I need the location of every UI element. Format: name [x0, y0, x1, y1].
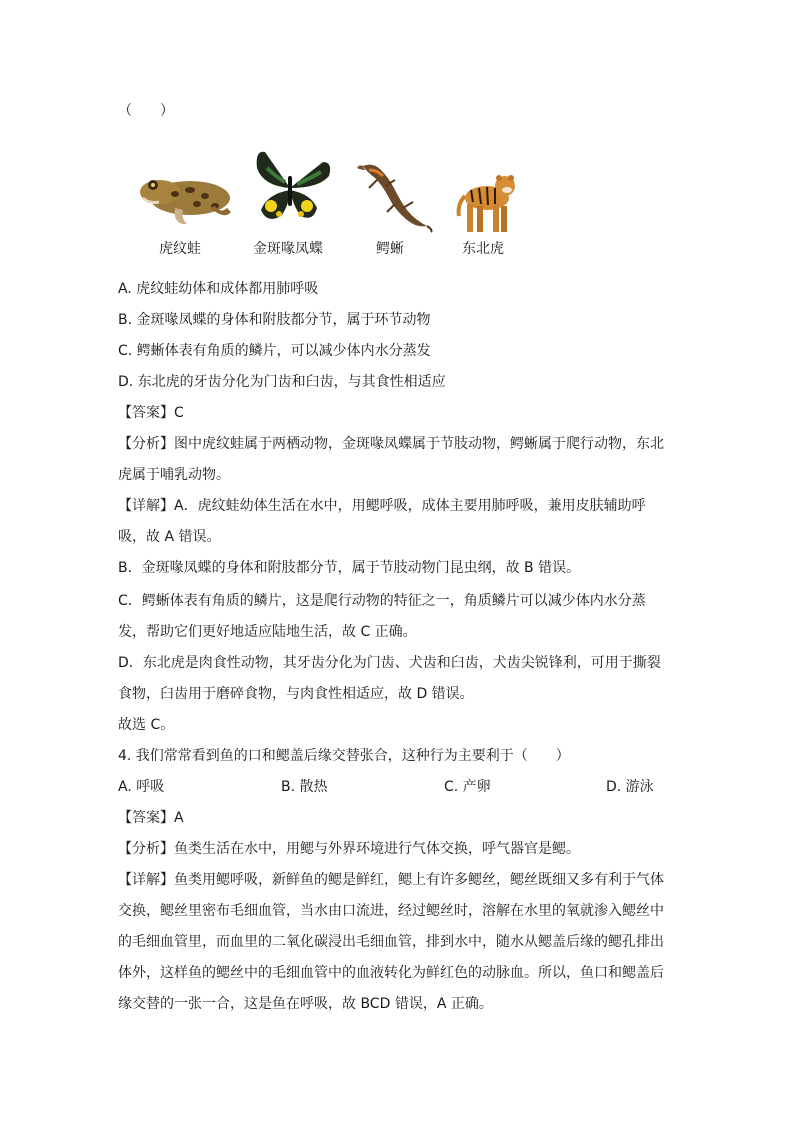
question-stem-tail: （ ） [118, 103, 174, 119]
q3-detail-line-6: D．东北虎是肉食性动物，其牙齿分化为门齿、犬齿和臼齿，犬齿尖锐锋利，可用于撕裂 [118, 655, 661, 671]
q4-detail-line-5: 缘交替的一张一合，这是鱼在呼吸，故 BCD 错误，A 正确。 [118, 996, 493, 1012]
figure-caption-tiger: 东北虎 [462, 241, 504, 257]
q3-option-d: D. 东北虎的牙齿分化为门齿和臼齿，与其食性相适应 [118, 374, 446, 390]
q3-answer: 【答案】C [118, 405, 184, 421]
butterfly-image [245, 148, 335, 228]
q3-detail-line-3: B．金斑喙凤蝶的身体和附肢都分节，属于节肢动物门昆虫纲，故 B 错误。 [118, 560, 581, 576]
figure-caption-frog: 虎纹蛙 [159, 241, 201, 257]
q3-detail-line-2: 吸，故 A 错误。 [118, 529, 221, 545]
q3-detail-line-1: 【详解】A．虎纹蛙幼体生活在水中，用鳃呼吸，成体主要用肺呼吸，兼用皮肤辅助呼 [118, 498, 646, 514]
q3-detail-line-7: 食物，臼齿用于磨碎食物，与肉食性相适应，故 D 错误。 [118, 686, 474, 702]
q3-option-c: C. 鳄蜥体表有角质的鳞片，可以减少体内水分蒸发 [118, 343, 431, 359]
q3-analysis-line-1: 【分析】图中虎纹蛙属于两栖动物，金斑喙凤蝶属于节肢动物，鳄蜥属于爬行动物，东北 [118, 436, 664, 452]
q3-analysis-line-2: 虎属于哺乳动物。 [118, 467, 230, 483]
q4-option-d: D. 游泳 [606, 779, 654, 795]
q3-option-b: B. 金斑喙凤蝶的身体和附肢都分节，属于环节动物 [118, 312, 431, 328]
q4-option-a: A. 呼吸 [118, 779, 165, 795]
q4-answer: 【答案】A [118, 810, 184, 826]
q4-stem: 4. 我们常常看到鱼的口和鳃盖后缘交替张合，这种行为主要利于（ ） [118, 748, 570, 764]
frog-image [135, 168, 235, 228]
tiger-image [455, 168, 521, 238]
crocodile-lizard-image [355, 158, 435, 233]
figure-caption-butterfly: 金斑喙凤蝶 [253, 241, 323, 257]
q4-detail-line-2: 交换，鳃丝里密布毛细血管，当水由口流进，经过鳃丝时，溶解在水里的氧就渗入鳃丝中 [118, 903, 664, 919]
q4-detail-line-3: 的毛细血管里，而血里的二氧化碳浸出毛细血管，排到水中，随水从鳃盖后缘的鳃孔排出 [118, 934, 664, 950]
q4-detail-line-4: 体外，这样鱼的鳃丝中的毛细血管中的血液转化为鲜红色的动脉血。所以，鱼口和鳃盖后 [118, 965, 664, 981]
q3-detail-line-4: C．鳄蜥体表有角质的鳞片，这是爬行动物的特征之一，角质鳞片可以减少体内水分蒸 [118, 593, 646, 609]
q4-analysis: 【分析】鱼类生活在水中，用鳃与外界环境进行气体交换，呼气器官是鳃。 [118, 841, 580, 857]
q3-conclusion: 故选 C。 [118, 717, 175, 733]
q3-option-a: A. 虎纹蛙幼体和成体都用肺呼吸 [118, 281, 319, 297]
q3-detail-line-5: 发，帮助它们更好地适应陆地生活，故 C 正确。 [118, 624, 417, 640]
q4-detail-line-1: 【详解】鱼类用鳃呼吸，新鲜鱼的鳃是鲜红，鳃上有许多鳃丝，鳃丝既细又多有利于气体 [118, 872, 664, 888]
q4-option-b: B. 散热 [281, 779, 328, 795]
q4-option-c: C. 产卵 [444, 779, 491, 795]
figure-caption-lizard: 鳄蜥 [376, 241, 404, 257]
